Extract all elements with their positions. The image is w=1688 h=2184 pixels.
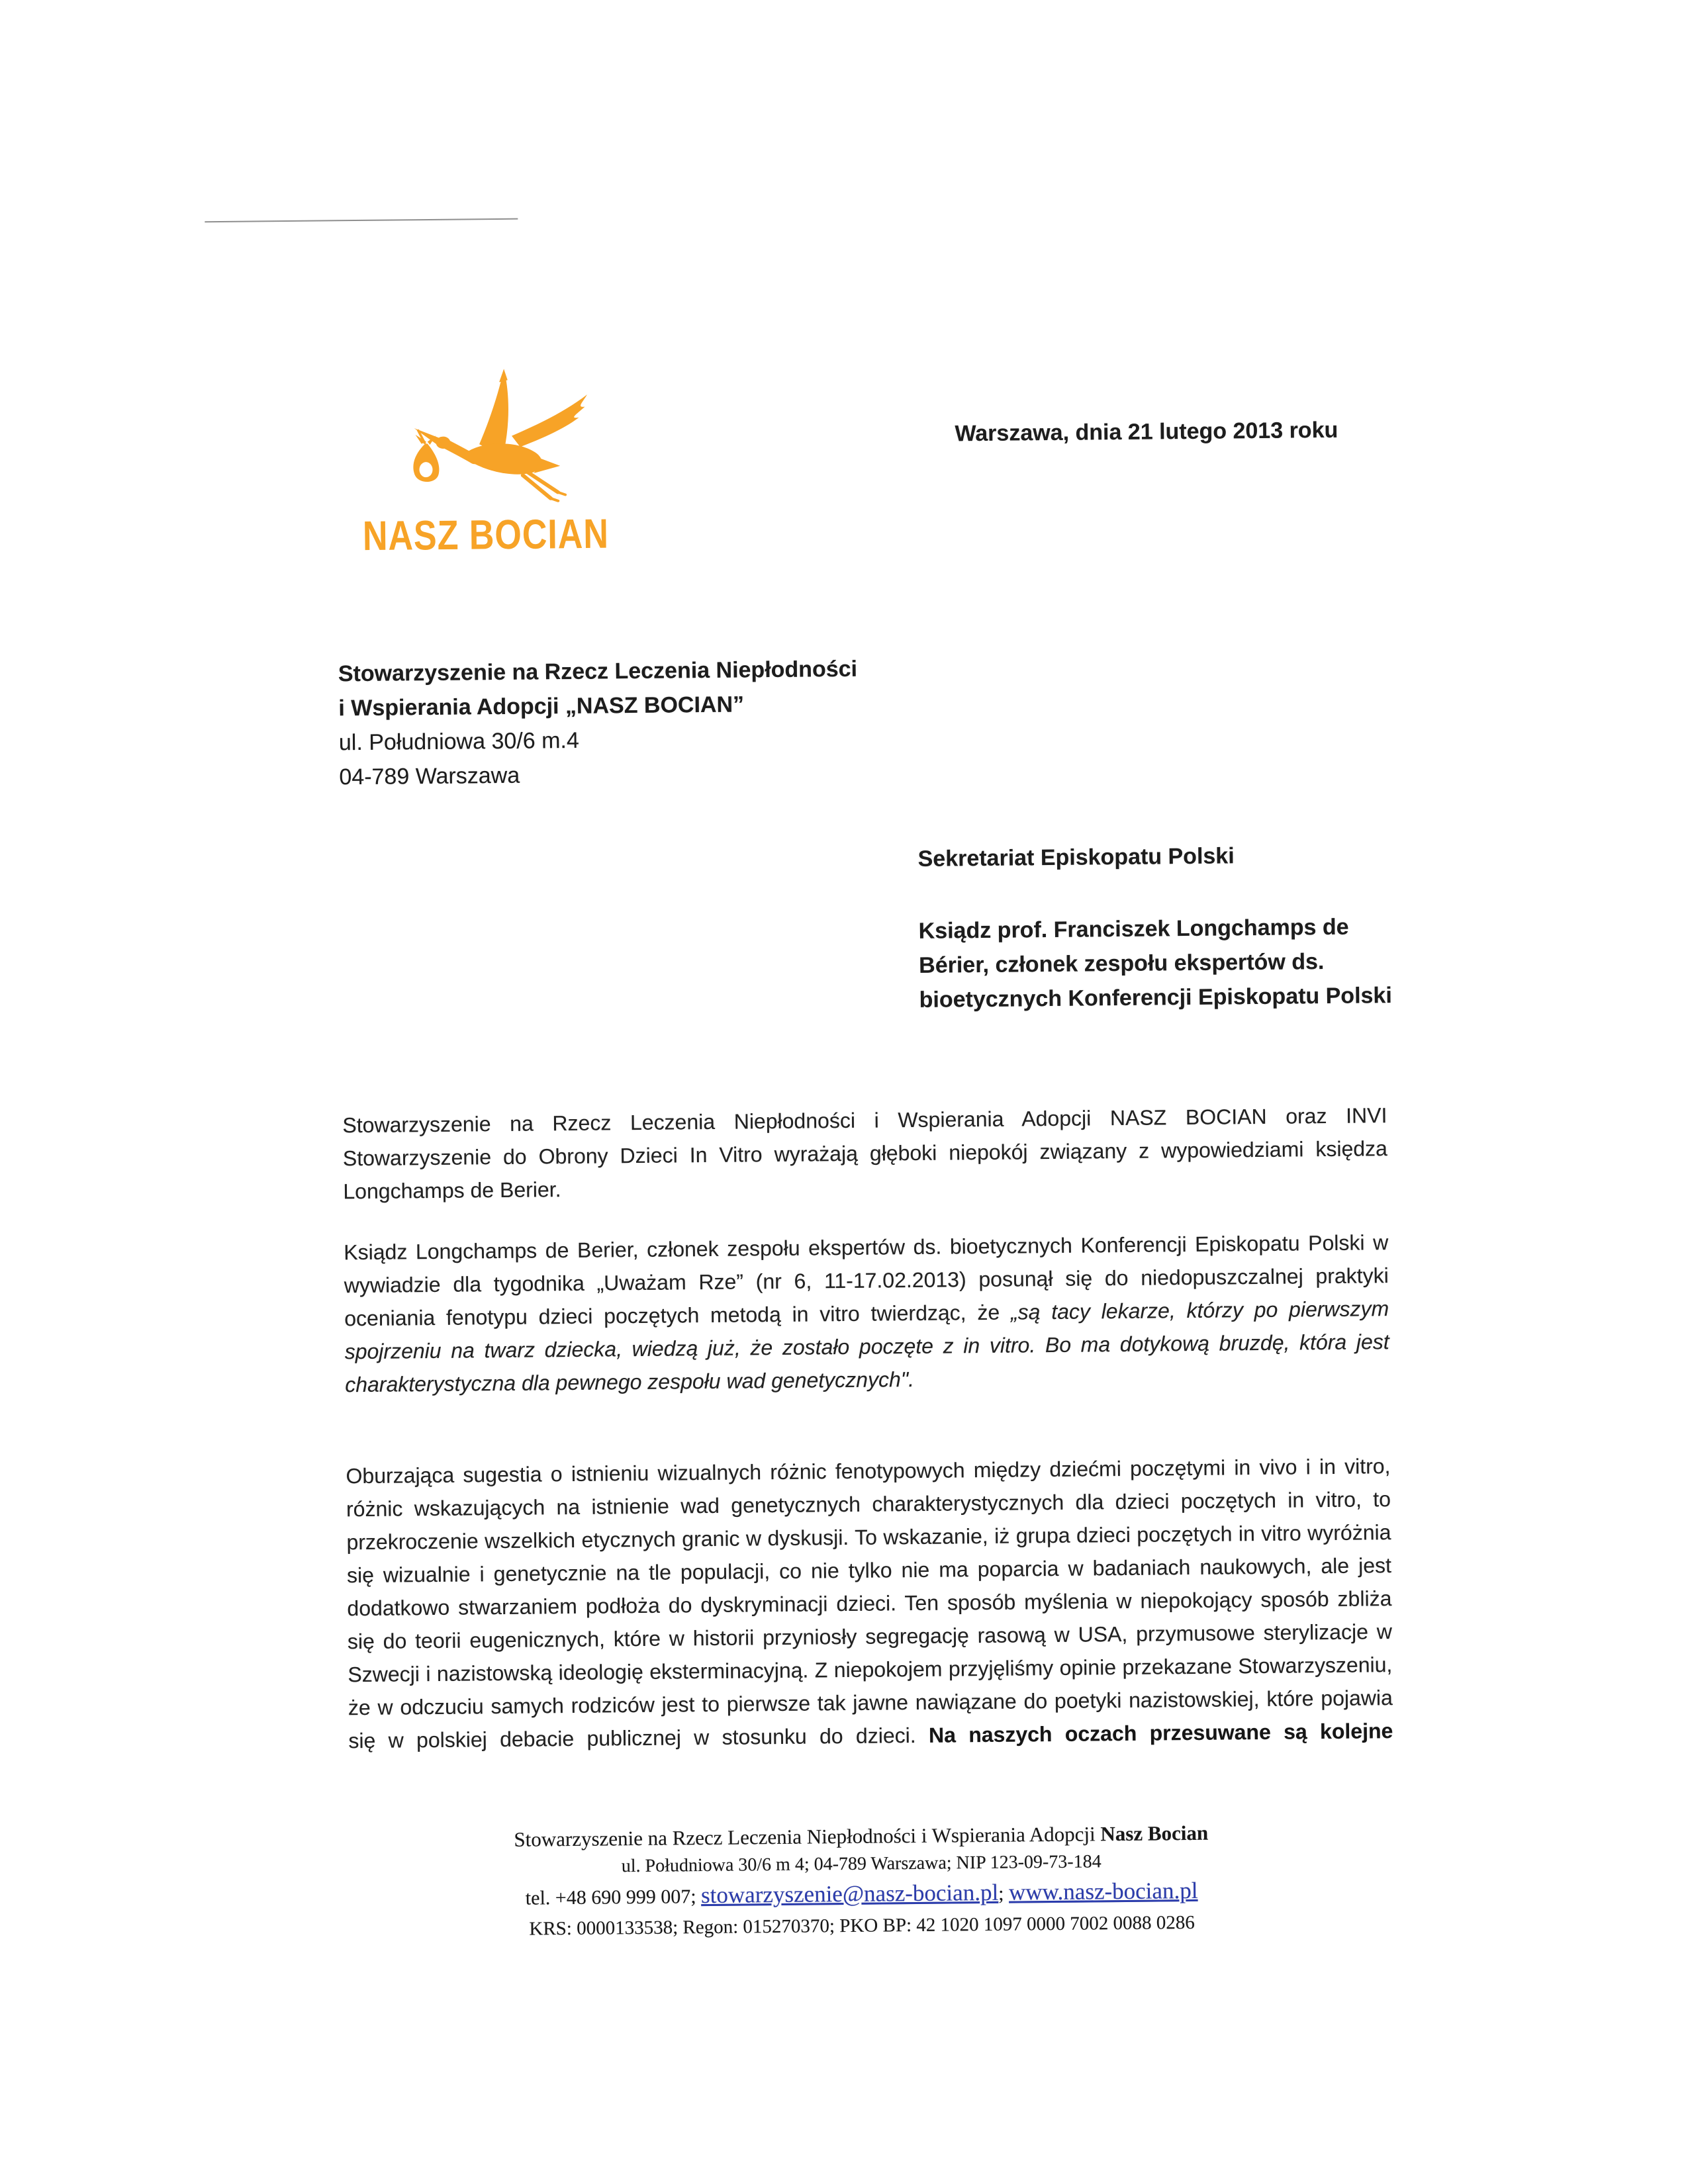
footer-separator: ; bbox=[998, 1882, 1009, 1905]
sender-org-line1: Stowarzyszenie na Rzecz Leczenia Niepłodności bbox=[338, 656, 858, 687]
paragraph-3-emphasis: Na naszych oczach przesuwane są kolejne bbox=[928, 1719, 1393, 1747]
logo bbox=[362, 364, 688, 585]
body-paragraph-3 bbox=[346, 1449, 1393, 1757]
footer-phone: tel. +48 690 999 007; bbox=[525, 1886, 702, 1909]
letter-footer bbox=[388, 1817, 1336, 1944]
recipient-person-line3: bioetycznych Konferencji Episkopatu Polski bbox=[919, 983, 1392, 1013]
sender-org-line2: i Wspierania Adopcji „NASZ BOCIAN” bbox=[338, 692, 745, 721]
paragraph-2-quote: „są tacy lekarze, którzy po pierwszym spojrzeniu na twarz dziecka, wiedzą już, że zostało poczęte z in vitro. Bo ma dotykową bruzdę, która jest charakterystyczna dla pewnego zespołu wad genetycznych". bbox=[344, 1297, 1389, 1397]
footer-org-bold: Nasz Bocian bbox=[1100, 1821, 1209, 1846]
stork-with-baby-bundle-icon bbox=[408, 365, 608, 519]
body-paragraph-1: Stowarzyszenie na Rzecz Leczenia Niepłodności i Wspierania Adopcji NASZ BOCIAN oraz INVI Stowarzyszenie do Obrony Dzieci In Vitro wyrażają głęboki niepokój związany z wypowiedziami księdza Longchamps de Berier. bbox=[342, 1103, 1388, 1204]
footer-website-link[interactable]: www.nasz-bocian.pl bbox=[1008, 1877, 1198, 1905]
recipient-person-line2: Bérier, członek zespołu ekspertów ds. bbox=[918, 949, 1325, 978]
paragraph-3-lead: Oburzająca sugestia o istnieniu wizualnych różnic fenotypowych między dziećmi poczętymi in vivo i in vitro, różnic wskazujących na istnienie wad genetycznych charakterystycznych dla dzieci poczętych in vitro, to przekroczenie wszelkich etycznych granic w dyskusji. To wskazanie, iż grupa dzieci poczętych in vitro wyróżnia się wizualnie i genetycznie na tle populacji, co nie tylko nie ma poparcia w badaniach naukowych, ale jest dodatkowo stwarzaniem podłoża do dyskryminacji dzieci. Ten sposób myślenia w niepokojący sposób zbliża się do teorii eugenicznych, które w historii przyniosły segregację rasową w USA, przymusowe sterylizacje w Szwecji i nazistowską ideologię eksterminacyjną. Z niepokojem przyjęliśmy opinie przekazane Stowarzyszeniu, że w odczuciu samych rodziców jest to pierwsze tak jawne nawiązane do poetyki nazistowskiej, które pojawia się w polskiej debacie publicznej w stosunku do dzieci. bbox=[346, 1454, 1393, 1753]
footer-registry-line: KRS: 0000133538; Regon: 015270370; PKO BP: 42 1020 1097 0000 7002 0088 0286 bbox=[529, 1911, 1195, 1940]
sender-city: 04-789 Warszawa bbox=[339, 762, 520, 790]
sender-address-block bbox=[338, 652, 859, 795]
logo-wordmark: NASZ BOCIAN bbox=[362, 510, 610, 559]
recipient-org: Sekretariat Episkopatu Polski bbox=[917, 843, 1235, 872]
date-line: Warszawa, dnia 21 lutego 2013 roku bbox=[955, 417, 1338, 447]
body-paragraph-2 bbox=[344, 1226, 1389, 1401]
footer-org-normal: Stowarzyszenie na Rzecz Leczenia Niepłodności i Wspierania Adopcji bbox=[514, 1822, 1101, 1851]
footer-address-line: ul. Południowa 30/6 m 4; 04-789 Warszawa; NIP 123-09-73-184 bbox=[621, 1851, 1102, 1877]
footer-email-link[interactable]: stowarzyszenie@nasz-bocian.pl bbox=[700, 1879, 999, 1909]
sender-street: ul. Południowa 30/6 m.4 bbox=[338, 727, 579, 756]
recipient-person-line1: Ksiądz prof. Franciszek Longchamps de bbox=[918, 914, 1349, 944]
recipient-person-block bbox=[918, 909, 1392, 1017]
top-divider-line bbox=[205, 218, 518, 223]
paragraph-2-lead: Ksiądz Longchamps de Berier, członek zespołu ekspertów ds. bioetycznych Konferencji Episkopatu Polski w wywiadzie dla tygodnika „Uważam Rze” (nr 6, 11-17.02.2013) posunął się do niedopuszczalnej praktyki oceniania fenotypu dzieci poczętych metodą in vitro twierdząc, że bbox=[344, 1230, 1389, 1331]
